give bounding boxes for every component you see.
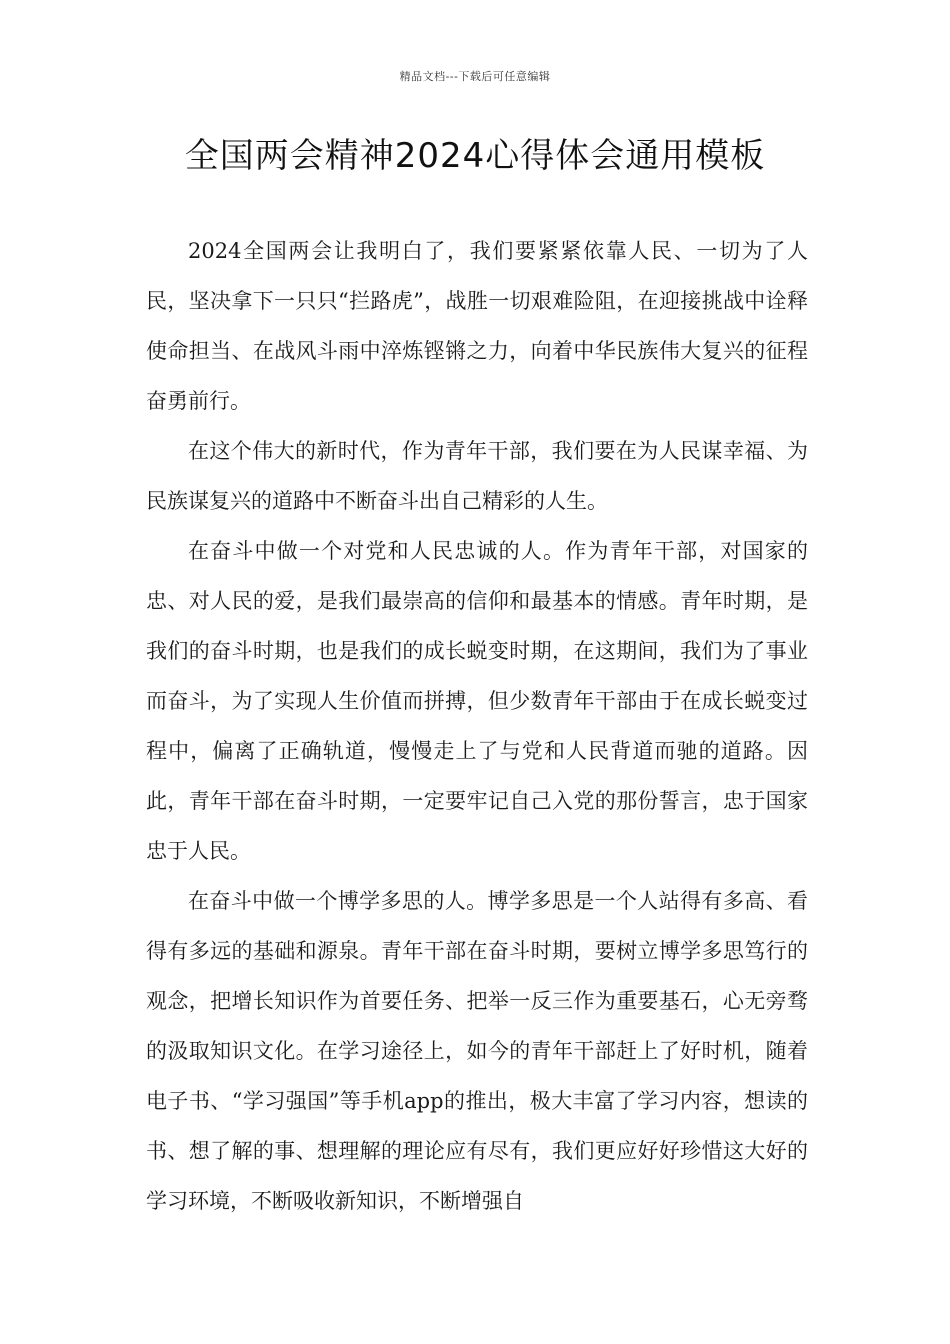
document-title: 全国两会精神2024心得体会通用模板 [184,136,766,176]
header-note: 精品文档---下载后可任意编辑 [399,70,551,83]
paragraph: 2024全国两会让我明白了，我们要紧紧依靠人民、一切为了人民，坚决拿下一只只“拦路虎”，战胜一切艰难险阻，在迎接挑战中诠释使命担当、在战风斗雨中淬炼铿锵之力，向着中华民族伟大复兴的征程奋勇前行。 [146,239,808,413]
paragraph: 在奋斗中做一个对党和人民忠诚的人。作为青年干部，对国家的忠、对人民的爱，是我们最崇高的信仰和最基本的情感。青年时期，是我们的奋斗时期，也是我们的成长蜕变时期，在这期间，我们为了事业而奋斗，为了实现人生价值而拼搏，但少数青年干部由于在成长蜕变过程中，偏离了正确轨道，慢慢走上了与党和人民背道而驰的道路。因此，青年干部在奋斗时期，一定要牢记自己入党的那份誓言，忠于国家忠于人民。 [146,539,808,863]
document-body [146,226,808,1226]
paragraph: 在奋斗中做一个博学多思的人。博学多思是一个人站得有多高、看得有多远的基础和源泉。青年干部在奋斗时期，要树立博学多思笃行的观念，把增长知识作为首要任务、把举一反三作为重要基石，心无旁骛的汲取知识文化。在学习途径上，如今的青年干部赶上了好时机，随着电子书、“学习强国”等手机app的推出，极大丰富了学习内容，想读的书、想了解的事、想理解的理论应有尽有，我们更应好好珍惜这大好的学习环境，不断吸收新知识，不断增强自 [146,889,808,1213]
paragraph: 在这个伟大的新时代，作为青年干部，我们要在为人民谋幸福、为民族谋复兴的道路中不断奋斗出自己精彩的人生。 [146,439,808,513]
